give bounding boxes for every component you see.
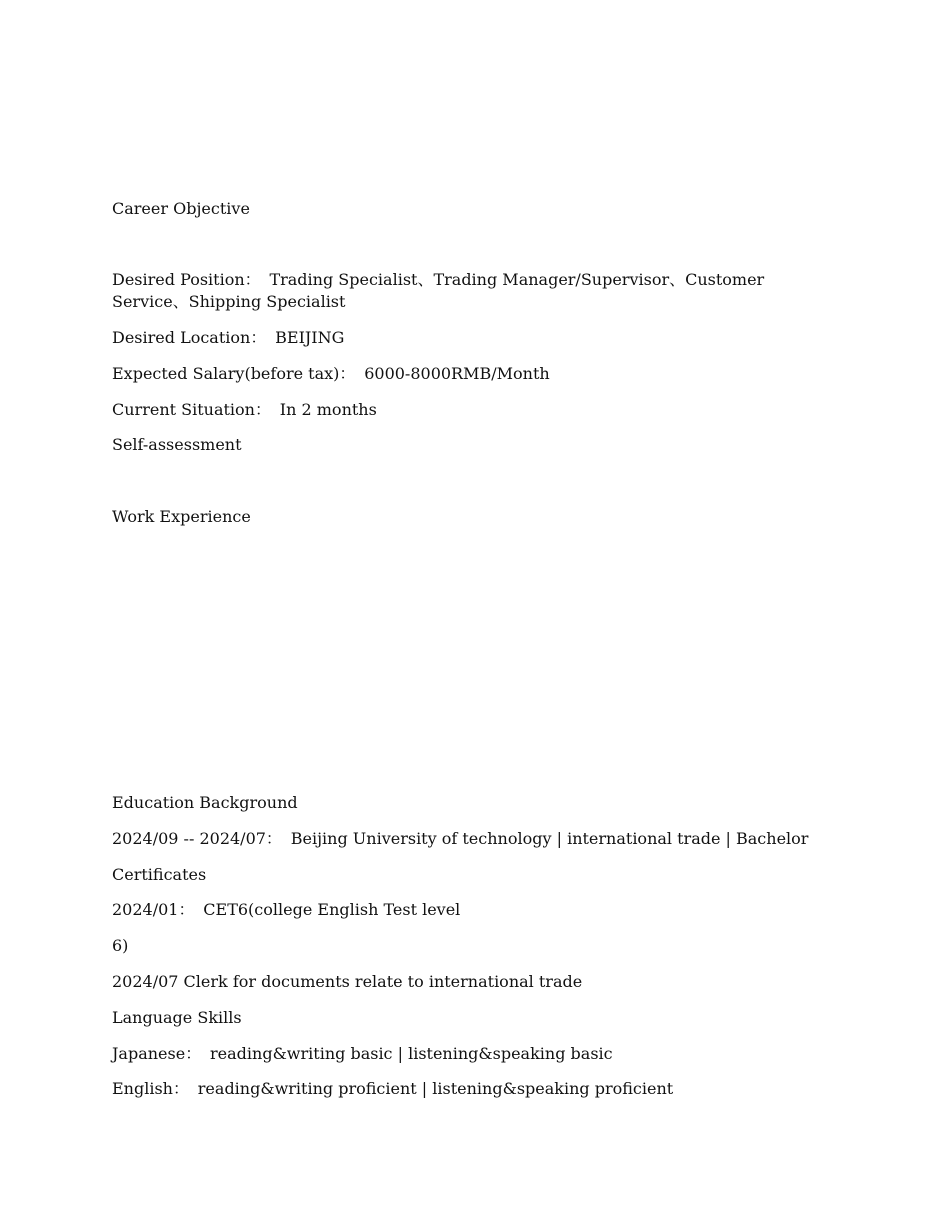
current-situation-line <box>112 399 812 421</box>
expected-salary-label: Expected Salary(before tax)： <box>112 364 356 383</box>
desired-position-line <box>112 269 802 313</box>
education-entry <box>112 828 812 850</box>
expected-salary-line <box>112 363 812 385</box>
certificate-cet6-continuation: 6) <box>112 936 129 955</box>
desired-location-line <box>112 327 812 349</box>
desired-location-label: Desired Location： <box>112 328 267 347</box>
language-japanese <box>112 1043 812 1065</box>
self-assessment-heading: Self-assessment <box>112 435 242 454</box>
certificate-clerk: 2024/07 Clerk for documents relate to international trade <box>112 972 583 991</box>
current-situation-value: In 2 months <box>279 400 377 419</box>
education-detail: Beijing University of technology | international trade | Bachelor <box>290 829 809 848</box>
certificate-cet6-date: 2024/01： <box>112 900 195 919</box>
career-objective-heading: Career Objective <box>112 199 250 218</box>
language-english <box>112 1078 812 1100</box>
certificate-cet6-text: CET6(college English Test level <box>203 900 461 919</box>
language-japanese-value: reading&writing basic | listening&speaking basic <box>210 1044 613 1063</box>
education-dates: 2024/09 -- 2024/07： <box>112 829 282 848</box>
desired-position-label: Desired Position： <box>112 270 261 289</box>
expected-salary-value: 6000-8000RMB/Month <box>364 364 550 383</box>
work-experience-heading: Work Experience <box>112 507 251 526</box>
language-japanese-label: Japanese： <box>112 1044 202 1063</box>
certificate-cet6 <box>112 899 812 921</box>
desired-location-value: BEIJING <box>275 328 345 347</box>
current-situation-label: Current Situation： <box>112 400 271 419</box>
language-skills-heading: Language Skills <box>112 1008 242 1027</box>
certificates-heading: Certificates <box>112 865 207 884</box>
language-english-value: reading&writing proficient | listening&speaking proficient <box>197 1079 674 1098</box>
language-english-label: English： <box>112 1079 189 1098</box>
education-heading: Education Background <box>112 793 298 812</box>
desired-position-value: Trading Specialist、Trading Manager/Supervisor、Customer Service、Shipping Specialist <box>112 270 765 311</box>
